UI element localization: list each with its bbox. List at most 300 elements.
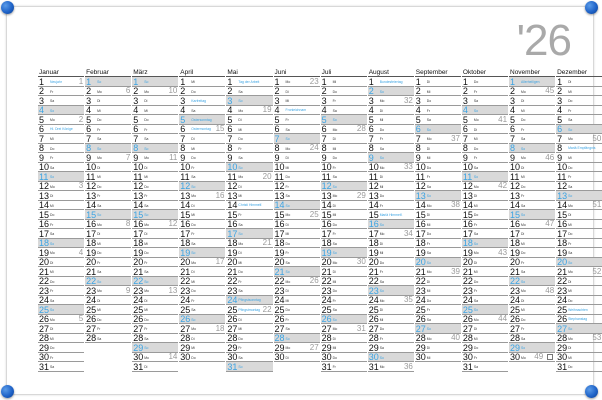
weekday-label: So (426, 327, 431, 331)
day-cell[interactable] (321, 134, 367, 144)
weekday-label: Mo (426, 270, 432, 274)
day-cell[interactable] (226, 115, 272, 125)
weekday-label: Di (285, 156, 289, 160)
day-cell[interactable] (415, 96, 461, 106)
weekday-label: Sa (332, 308, 337, 312)
day-cell[interactable] (415, 87, 461, 97)
week-number: 22 (262, 304, 272, 314)
weekday-label: Di (97, 232, 101, 236)
day-number: 16 (321, 219, 332, 229)
day-number: 7 (133, 133, 139, 144)
day-number: 27 (86, 323, 97, 334)
day-cell[interactable] (38, 106, 84, 116)
day-number: 19 (368, 247, 379, 258)
day-cell[interactable] (274, 125, 320, 135)
weekday-label: Mo (379, 365, 385, 369)
weekday-label: Mi (285, 165, 290, 170)
weekday-label: So (144, 146, 149, 151)
day-number: 16 (227, 219, 238, 229)
day-cell[interactable] (509, 87, 555, 97)
weekday-label: Mo (144, 289, 149, 293)
day-cell[interactable] (85, 77, 131, 87)
day-cell[interactable] (321, 106, 367, 116)
day-number: 7 (227, 133, 233, 144)
weekday-label: Fr (332, 298, 336, 303)
day-number: 7 (321, 133, 327, 144)
day-number: 7 (180, 133, 186, 144)
day-cell[interactable] (321, 362, 367, 372)
month-column-september (415, 69, 461, 362)
day-number: 22 (133, 276, 144, 286)
weekday-label: Do (332, 89, 337, 94)
day-cell[interactable] (85, 125, 131, 135)
day-cell[interactable] (38, 77, 84, 87)
day-number: 23 (557, 285, 568, 296)
day-cell[interactable] (368, 144, 414, 154)
day-number: 7 (274, 133, 280, 144)
day-number: 9 (133, 152, 139, 163)
day-cell[interactable] (415, 106, 461, 116)
weekday-label: Fr (473, 355, 478, 360)
weekday-label: Mi (521, 241, 525, 246)
day-cell[interactable] (462, 87, 508, 97)
day-number: 26 (557, 314, 568, 324)
month-header: August (368, 69, 414, 77)
weekday-label: Di (379, 308, 383, 312)
day-cell[interactable] (368, 125, 414, 135)
weekday-label: Fr (332, 165, 336, 170)
weekday-label: Mi (473, 336, 478, 341)
weekday-label: Di (238, 184, 242, 189)
day-cell[interactable] (38, 87, 84, 97)
weekday-label: Do (238, 270, 243, 274)
day-number: 9 (510, 152, 516, 163)
weekday-label: Fr (50, 222, 54, 227)
day-cell[interactable] (556, 115, 602, 125)
weekday-label: Fr (144, 127, 148, 132)
day-number: 3 (86, 95, 92, 106)
weekday-label: Mo (426, 137, 432, 141)
day-number: 19 (462, 247, 473, 258)
weekday-label: Mo (285, 346, 291, 350)
weekday-label: Di (285, 289, 289, 293)
day-cell[interactable] (462, 362, 508, 372)
day-cell[interactable] (179, 134, 225, 144)
day-cell[interactable] (179, 96, 225, 106)
day-cell[interactable] (368, 134, 414, 144)
month-header: Juni (274, 69, 320, 77)
day-cell[interactable] (321, 96, 367, 106)
day-number: 27 (462, 323, 473, 334)
week-number: 18 (215, 323, 225, 333)
weekday-label: Mo (238, 241, 244, 246)
day-cell[interactable] (509, 106, 555, 116)
day-cell[interactable] (85, 334, 131, 344)
weekday-label: Mo (332, 327, 338, 331)
weekday-label: Di (473, 260, 478, 265)
weekday-label: Sa (285, 194, 290, 198)
day-cell[interactable] (226, 144, 272, 154)
day-number: 6 (39, 124, 45, 134)
weekday-label: Mo (144, 89, 149, 94)
day-number: 14 (227, 200, 238, 210)
day-cell[interactable] (415, 134, 461, 144)
day-number: 8 (133, 143, 139, 153)
day-cell[interactable] (274, 106, 320, 116)
weekday-label: Do (191, 289, 196, 293)
day-number: 26 (321, 314, 332, 324)
day-cell[interactable] (38, 125, 84, 135)
day-number: 17 (321, 228, 332, 239)
weekday-label: Di (285, 222, 289, 227)
weekday-label: Mi (144, 108, 148, 113)
day-cell[interactable] (274, 96, 320, 106)
weekday-label: Di (191, 270, 195, 274)
day-cell[interactable] (556, 106, 602, 116)
weekday-label: Sa (426, 184, 431, 189)
weekday-label: Mi (50, 270, 54, 274)
week-number: 39 (451, 266, 460, 276)
weekday-label: Fr (379, 203, 383, 208)
day-cell[interactable] (226, 125, 272, 135)
day-cell[interactable] (179, 87, 225, 97)
month-column-april (179, 69, 225, 362)
day-cell[interactable] (38, 144, 84, 154)
day-number: 29 (368, 342, 379, 353)
weekday-label: Mo (332, 127, 338, 132)
week-number: 45 (545, 86, 555, 95)
weekday-label: Mo (568, 203, 573, 208)
day-cell[interactable] (462, 96, 508, 106)
weekday-label: Mi (332, 146, 337, 151)
day-cell[interactable] (556, 87, 602, 97)
weekday-label: Sa (521, 203, 526, 208)
weekday-label: Mo (144, 355, 149, 360)
day-cell[interactable] (556, 144, 602, 154)
day-cell[interactable] (462, 125, 508, 135)
day-cell[interactable] (38, 134, 84, 144)
week-number: 4 (78, 247, 84, 257)
day-number: 8 (274, 143, 280, 153)
weekday-label: Sa (473, 165, 479, 170)
day-cell[interactable] (85, 144, 131, 154)
day-number: 3 (133, 95, 139, 106)
day-cell[interactable] (368, 362, 414, 372)
day-number: 8 (415, 143, 421, 153)
day-number: 29 (227, 342, 238, 353)
day-cell[interactable] (415, 144, 461, 154)
day-number: 1 (557, 76, 563, 87)
day-number: 11 (510, 171, 520, 182)
holiday-label: Christi Himmelf. (238, 203, 263, 207)
day-number: 28 (227, 333, 238, 343)
day-cell[interactable] (556, 134, 602, 144)
day-number: 15 (227, 209, 238, 220)
day-number: 11 (133, 171, 143, 182)
day-number: 8 (462, 143, 468, 153)
day-number: 4 (86, 105, 92, 115)
day-number: 18 (227, 238, 238, 248)
day-number: 27 (510, 323, 521, 334)
weekday-label: Sa (191, 108, 196, 113)
weekday-label: Sa (285, 260, 290, 265)
week-number: 15 (215, 124, 225, 133)
week-number: 34 (403, 228, 413, 238)
day-cell[interactable] (85, 87, 131, 97)
day-number: 10 (227, 162, 238, 172)
weekday-label: Do (379, 260, 385, 265)
day-cell[interactable] (274, 87, 320, 97)
day-cell[interactable] (321, 144, 367, 154)
day-cell[interactable] (226, 87, 272, 97)
day-cell[interactable] (321, 125, 367, 135)
day-number: 5 (227, 114, 233, 125)
holiday-label: Neujahr (50, 79, 62, 84)
weekday-label: Fr (97, 127, 101, 132)
weekday-label: Mo (50, 184, 55, 189)
day-cell[interactable] (85, 115, 131, 125)
holiday-label: Allerheiligen (521, 79, 540, 84)
day-cell[interactable] (132, 106, 178, 116)
day-cell[interactable] (38, 96, 84, 106)
day-cell[interactable] (274, 77, 320, 87)
day-cell[interactable] (415, 115, 461, 125)
day-number: 8 (321, 143, 327, 153)
weekday-label: Di (332, 137, 336, 141)
day-cell[interactable] (179, 353, 225, 363)
day-number: 27 (368, 323, 379, 334)
day-number: 18 (274, 238, 285, 248)
week-number: 10 (168, 86, 178, 95)
day-number: 6 (557, 124, 563, 134)
weekday-label: Mi (97, 108, 101, 113)
month-header: Februar (85, 69, 131, 77)
weekday-label: Mi (191, 279, 195, 284)
day-number: 23 (39, 285, 50, 296)
day-cell[interactable] (85, 134, 131, 144)
day-number: 19 (133, 247, 144, 258)
day-number: 20 (274, 257, 285, 267)
day-cell[interactable] (556, 77, 602, 87)
weekday-label: Do (144, 251, 149, 255)
day-number: 11 (180, 171, 190, 182)
day-number: 13 (462, 190, 473, 201)
weekday-label: Mi (332, 213, 337, 217)
day-cell[interactable] (415, 77, 461, 87)
day-number: 19 (274, 247, 285, 258)
day-cell[interactable] (509, 96, 555, 106)
weekday-label: Fr (332, 232, 336, 236)
weekday-label: Mi (144, 175, 148, 179)
day-cell[interactable] (85, 96, 131, 106)
day-number: 12 (39, 181, 50, 191)
weekday-label: Di (144, 165, 148, 170)
day-number: 7 (415, 133, 421, 144)
day-number: 28 (133, 333, 144, 343)
day-cell[interactable] (321, 87, 367, 97)
week-number: 1 (78, 76, 84, 86)
day-cell[interactable] (226, 106, 272, 116)
day-number: 16 (86, 219, 97, 229)
day-number: 6 (180, 124, 186, 134)
day-cell[interactable] (321, 77, 367, 87)
day-cell[interactable] (509, 134, 555, 144)
weekday-label: Do (473, 346, 479, 350)
day-number: 26 (274, 314, 285, 324)
weekday-label: So (379, 89, 384, 94)
day-cell[interactable] (509, 353, 555, 363)
weekday-label: Sa (521, 270, 526, 274)
weekday-label: Mo (568, 336, 573, 341)
day-number: 24 (227, 295, 238, 305)
day-number: 6 (368, 124, 374, 134)
day-number: 1 (133, 76, 139, 87)
day-number: 24 (86, 295, 97, 305)
day-number: 2 (368, 86, 374, 96)
day-cell[interactable] (179, 144, 225, 154)
day-number: 15 (462, 209, 473, 220)
weekday-label: Do (332, 222, 337, 227)
day-number: 12 (133, 181, 144, 191)
day-number: 20 (415, 257, 426, 267)
weekday-label: Mi (332, 80, 337, 84)
day-cell[interactable] (368, 77, 414, 87)
day-number: 24 (462, 295, 473, 305)
month-column-oktober (462, 69, 508, 372)
weekday-label: Mi (238, 327, 242, 331)
month-header: Juli (321, 69, 367, 77)
day-number: 27 (274, 323, 285, 334)
day-number: 8 (227, 143, 233, 153)
day-number: 9 (86, 152, 92, 163)
weekday-label: Mi (144, 308, 148, 312)
day-cell[interactable] (415, 353, 461, 363)
day-cell[interactable] (462, 77, 508, 87)
day-number: 30 (39, 352, 50, 362)
day-number: 16 (133, 219, 144, 229)
day-number: 29 (180, 342, 191, 353)
day-number: 15 (510, 209, 521, 220)
weekday-label: Fr (191, 298, 195, 303)
day-cell[interactable] (132, 362, 178, 372)
day-number: 24 (39, 295, 50, 305)
weekday-label: Sa (50, 365, 55, 369)
day-number: 6 (133, 124, 139, 134)
day-number: 23 (415, 285, 426, 296)
weekday-label: Fr (238, 279, 242, 284)
day-cell[interactable] (38, 362, 84, 372)
day-number: 18 (180, 238, 191, 248)
day-cell[interactable] (368, 106, 414, 116)
day-number: 6 (86, 124, 92, 134)
weekday-label: Mo (521, 89, 526, 94)
day-number: 15 (39, 209, 50, 220)
weekday-label: Mo (521, 222, 526, 227)
day-cell[interactable] (179, 106, 225, 116)
day-cell[interactable] (132, 87, 178, 97)
day-cell[interactable] (132, 125, 178, 135)
day-number: 20 (462, 257, 473, 267)
day-cell[interactable] (38, 115, 84, 125)
day-number: 2 (321, 86, 327, 96)
day-number: 29 (274, 342, 285, 353)
day-cell[interactable] (85, 106, 131, 116)
weekday-label: Do (191, 89, 196, 94)
day-number: 17 (510, 228, 521, 239)
weekday-label: So (238, 232, 243, 236)
day-cell[interactable] (274, 144, 320, 154)
weekday-label: So (426, 194, 431, 198)
weekday-label: Mi (568, 289, 572, 293)
day-number: 13 (180, 190, 191, 201)
day-number: 8 (510, 143, 516, 153)
weekday-label: Sa (191, 175, 196, 179)
day-cell[interactable] (509, 125, 555, 135)
weekday-label: Sa (568, 118, 573, 122)
day-number: 10 (39, 162, 50, 172)
day-cell[interactable] (179, 77, 225, 87)
day-number: 25 (557, 304, 568, 315)
weekday-label: So (473, 108, 479, 113)
weekday-label: So (50, 241, 55, 246)
day-cell[interactable] (509, 115, 555, 125)
day-number: 8 (368, 143, 374, 153)
day-number: 10 (462, 162, 473, 172)
weekday-label: Do (379, 127, 385, 132)
weekday-label: Do (50, 279, 55, 284)
weekday-label: Mo (97, 89, 102, 94)
day-number: 4 (415, 105, 421, 115)
day-cell[interactable] (368, 96, 414, 106)
day-cell[interactable] (462, 115, 508, 125)
day-number: 6 (510, 124, 516, 134)
day-cell[interactable] (368, 115, 414, 125)
day-cell[interactable] (132, 115, 178, 125)
day-cell[interactable] (462, 134, 508, 144)
weekday-label: Fr (426, 241, 430, 246)
weekday-label: Mi (426, 89, 431, 94)
day-cell[interactable] (226, 134, 272, 144)
day-cell[interactable] (462, 144, 508, 154)
day-cell[interactable] (556, 362, 602, 372)
weekday-label: Mi (191, 146, 195, 151)
day-number: 27 (321, 323, 332, 334)
day-number: 30 (557, 352, 568, 362)
weekday-label: Mi (426, 156, 431, 160)
weekday-label: Mo (144, 222, 149, 227)
weekday-label: Fr (50, 89, 54, 94)
day-cell[interactable] (226, 362, 272, 372)
weekday-label: Mo (285, 279, 291, 284)
weekday-label: Sa (50, 165, 55, 170)
weekday-label: So (473, 241, 479, 246)
day-number: 14 (180, 200, 191, 210)
day-number: 10 (133, 162, 144, 172)
day-cell[interactable] (226, 77, 272, 87)
day-number: 30 (462, 352, 473, 362)
weekday-label: So (285, 137, 290, 141)
week-number: 46 (545, 152, 555, 162)
day-cell[interactable] (556, 96, 602, 106)
day-cell[interactable] (179, 125, 225, 135)
day-number: 26 (180, 314, 191, 324)
day-cell[interactable] (132, 134, 178, 144)
day-cell[interactable] (274, 353, 320, 363)
day-cell[interactable] (274, 115, 320, 125)
weekday-label: Di (568, 346, 572, 350)
day-cell[interactable] (132, 96, 178, 106)
weekday-label: Do (521, 251, 526, 255)
